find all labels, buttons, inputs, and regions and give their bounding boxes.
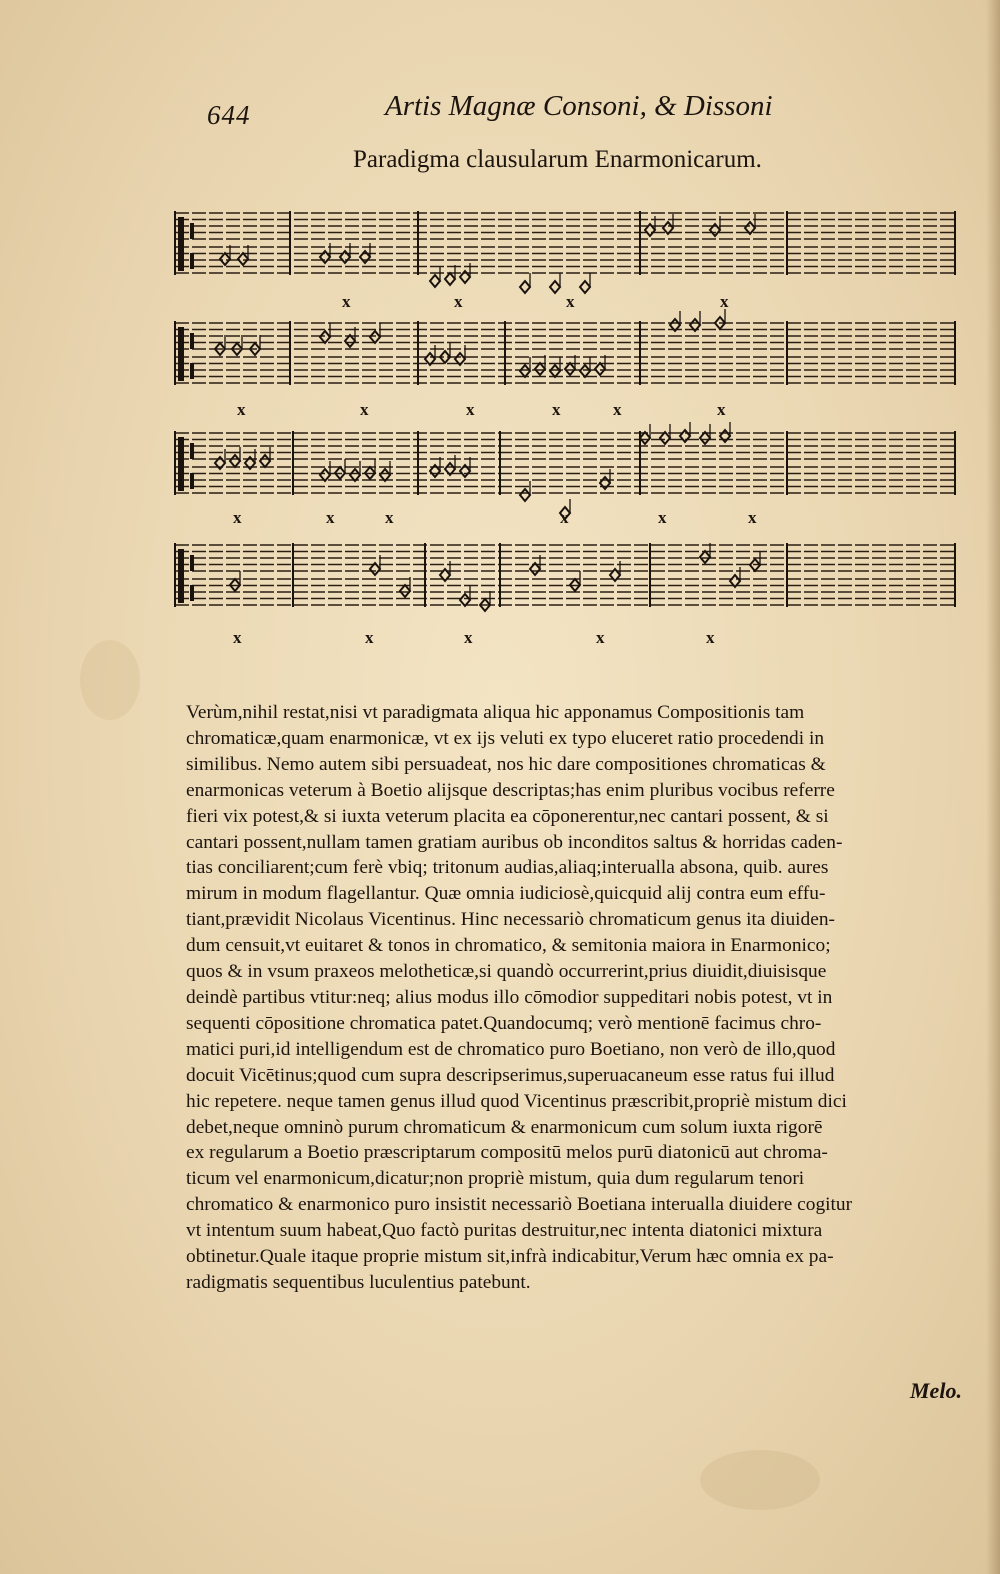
text-line: chromaticæ,quam enarmonicæ, vt ex ijs veluti ex typo eluceret ratio procedendi in bbox=[186, 727, 825, 749]
paper-stain bbox=[80, 640, 140, 720]
text-line: fieri vix potest,& si iuxta veterum placita ea cōponerentur,nec cantari possent, & si bbox=[186, 805, 829, 827]
dissonance-marker: x bbox=[233, 628, 242, 647]
text-line: enarmonicas veterum à Boetio alijsque descriptas;has enim pluribus vocibus referre bbox=[186, 779, 835, 801]
staff-system-2 bbox=[175, 309, 955, 385]
text-line: matici puri,id intelligendum est de chromatico puro Boetiano, non verò de illo,quod bbox=[186, 1038, 836, 1060]
dissonance-marker: x bbox=[360, 400, 369, 419]
text-line: sequenti cōpositione chromatica patet.Quandocumq; verò mentionē facimus chro- bbox=[186, 1012, 822, 1034]
text-line: cantari possent,nullam tamen gratiam auribus ob inconditos saltus & horridas caden- bbox=[186, 831, 843, 853]
running-head: Artis Magnæ Consoni, & Dissoni bbox=[385, 90, 773, 122]
staff-system-3 bbox=[175, 422, 955, 519]
staff-system-1 bbox=[175, 211, 955, 293]
dissonance-marker: x bbox=[326, 508, 335, 527]
text-line: tiant,prævidit Nicolaus Vicentinus. Hinc necessariò chromaticum genus ita diuiden- bbox=[186, 909, 835, 931]
text-line: radigmatis sequentibus luculentius patebunt. bbox=[186, 1271, 531, 1293]
dissonance-marker: x bbox=[365, 628, 374, 647]
music-example bbox=[170, 195, 970, 665]
text-line: quos & in vsum praxeos melotheticæ,si quandò occurrerint,prius diuidit,diuisisque bbox=[186, 961, 827, 983]
text-line: hic repetere. neque tamen genus illud quod Vicentinus præscribit,propriè mistum dici bbox=[186, 1090, 847, 1112]
text-line: dum censuit,vt euitaret & tonos in chromatico, & semitonia maiora in Enarmonico; bbox=[186, 935, 831, 957]
text-line: obtinetur.Quale itaque proprie mistum sit,infrà indicabitur,Verum hæc omnia ex pa- bbox=[186, 1246, 834, 1268]
text-line: Verùm,nihil restat,nisi vt paradigmata aliqua hic apponamus Compositionis tam bbox=[186, 702, 805, 723]
text-line: mirum in modum flagellantur. Quæ omnia iudiciosè,quicquid alij contra eum effu- bbox=[186, 883, 826, 905]
dissonance-marker: x bbox=[717, 400, 726, 419]
dissonance-marker: x bbox=[552, 400, 561, 419]
dissonance-marker: x bbox=[613, 400, 622, 419]
dissonance-marker: x bbox=[596, 628, 605, 647]
page-edge-shadow bbox=[986, 0, 1000, 1574]
dissonance-marker: x bbox=[658, 508, 667, 527]
text-line: similibus. Nemo autem sibi persuadeat, nos hic dare compositiones chromaticas & bbox=[186, 753, 826, 775]
dissonance-marker: x bbox=[566, 292, 575, 311]
text-line: chromatico & enarmonico puro insistit necessariò Boetiana interualla diuidere cogitur bbox=[186, 1194, 853, 1216]
staff-system-4 bbox=[175, 543, 955, 611]
text-line: ticum vel enarmonicum,dicatur;non propriè mistum, quia dum regularum tenori bbox=[186, 1168, 805, 1190]
text-line: docuit Vicētinus;quod cum supra descripserimus,superuacaneum esse ratus fui illud bbox=[186, 1064, 835, 1086]
dissonance-marker: x bbox=[342, 292, 351, 311]
text-line: vt intentum suum habeat,Quo factò puritas destruitur,nec intenta diatonici mixtura bbox=[186, 1220, 823, 1242]
catchword: Melo. bbox=[910, 1378, 962, 1403]
dissonance-marker: x bbox=[385, 508, 394, 527]
dissonance-marker: x bbox=[720, 292, 729, 311]
text-line: debet,neque omninò purum chromaticum & enarmonicum cum solum iuxta rigorē bbox=[186, 1116, 823, 1138]
text-line: ex regularum a Boetio præscriptarum compositū melos purū diatonicū aut chroma- bbox=[186, 1142, 828, 1164]
dissonance-marker: x bbox=[233, 508, 242, 527]
dissonance-marker: x bbox=[466, 400, 475, 419]
text-line: tias conciliarent;cum ferè vbiq; tritonum audias,aliaq;interualla absona, quib. aures bbox=[186, 857, 829, 879]
dissonance-marker: x bbox=[237, 400, 246, 419]
dissonance-marker: x bbox=[454, 292, 463, 311]
dissonance-marker: x bbox=[464, 628, 473, 647]
dissonance-marker: x bbox=[560, 508, 569, 527]
text-line: deindè partibus vtitur:neq; alius modus illo cōmodior suppeditari nobis potest, vt in bbox=[186, 986, 833, 1008]
dissonance-marker: x bbox=[706, 628, 715, 647]
page-title: Paradigma clausularum Enarmonicarum. bbox=[353, 146, 762, 173]
page-number: 644 bbox=[207, 100, 251, 130]
dissonance-marker: x bbox=[748, 508, 757, 527]
paper-stain bbox=[700, 1450, 820, 1510]
body-text bbox=[186, 700, 966, 1296]
